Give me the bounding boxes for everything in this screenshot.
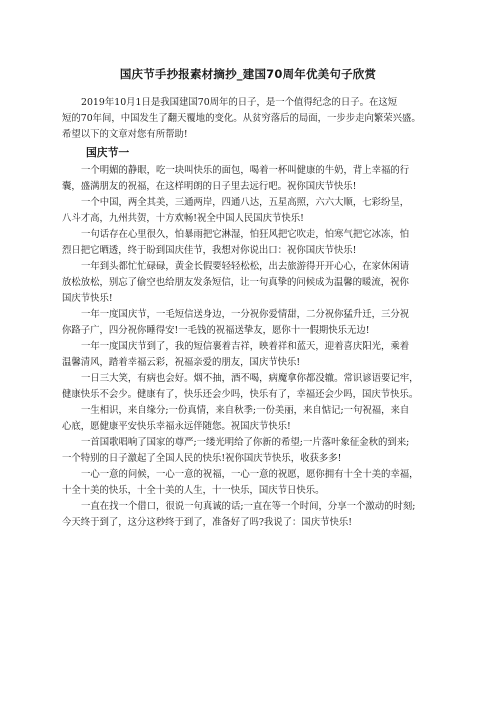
text-line: 国庆节快乐! xyxy=(62,293,113,304)
paragraph xyxy=(62,227,434,259)
intro-paragraph xyxy=(62,95,434,143)
text-line: 健康快乐不会少。健康有了，快乐还会少吗，快乐有了，幸福还会少吗，国庆节快乐。 xyxy=(62,389,419,400)
text-line: 今天终于到了，这分这秒终于到了，准备好了吗?我说了：国庆节快乐! xyxy=(62,517,353,528)
text-line: 一年一度国庆节，一毛短信送身边，一分祝你爱情甜，二分祝你猛升迁，三分祝 xyxy=(81,309,410,320)
paragraph xyxy=(62,163,434,195)
paragraph xyxy=(62,195,434,227)
paragraph xyxy=(62,259,434,307)
text-line: 烈日把它晒透，终于盼到国庆佳节，我想对你说出口：祝你国庆节快乐! xyxy=(62,245,357,256)
document-body xyxy=(62,95,434,531)
text-line: 2019年10月1日是我国建国70周年的日子，是一个值得纪念的日子。在这短 xyxy=(81,97,398,108)
paragraph xyxy=(62,467,434,499)
paragraph xyxy=(62,435,434,467)
text-line: 希望以下的文章对您有所帮助! xyxy=(62,129,188,140)
text-line: 心底，愿健康平安快乐幸福永远伴随您。祝国庆节快乐! xyxy=(62,421,291,432)
text-line: 一心一意的问候，一心一意的祝福，一心一意的祝愿，愿你拥有十全十美的幸福， xyxy=(81,469,419,480)
paragraph xyxy=(62,339,434,371)
text-line: 一个中国，两全其美，三通两岸，四通八达，五星高照，六六大顺，七彩纷呈， xyxy=(81,197,410,208)
text-line: 一个明媚的静眼，吃一块叫快乐的面包，喝着一杯叫健康的牛奶，背上幸福的行 xyxy=(81,165,410,176)
text-line: 一日三大笑，有病也会好。烟不抽，酒不喝，病魔拿你都没辙。常识谚语要记牢， xyxy=(81,373,419,384)
text-line: 你路子广，四分祝你睡得安!一毛钱的祝福送挚友，愿你十一假期快乐无边! xyxy=(62,325,370,336)
text-line: 一直在找一个借口，很说一句真诚的话;一直在等一个时间，分享一个激动的时刻; xyxy=(81,501,416,512)
text-line: 一个特别的日子激起了全国人民的快乐!祝你国庆节快乐，收获多多! xyxy=(62,453,342,464)
text-line: 温馨清风，踏着幸福云彩，祝福亲爱的朋友，国庆节快乐! xyxy=(62,357,301,368)
text-line: 囊，盛满朋友的祝福，在这样明朗的日子里去远行吧。祝你国庆节快乐! xyxy=(62,181,357,192)
text-line: 八斗才高，九州共贺，十方欢畅!祝全中国人民国庆节快乐! xyxy=(62,213,304,224)
text-line: 一年到头都忙忙碌碌，黄金长假要轻轻松松，出去旅游得开开心心，在家休闲请 xyxy=(81,261,410,272)
document-title: 国庆节手抄报素材摘抄_建国70周年优美句子欣赏 xyxy=(119,67,377,81)
paragraph xyxy=(62,371,434,403)
text-line: 一句话存在心里很久，怕暴雨把它淋湿，怕狂风把它吹走，怕寒气把它冰冻，怕 xyxy=(81,229,410,240)
text-line: 一年一度国庆节到了，我的短信裹着吉祥，映着祥和蓝天，迎着喜庆阳光，乘着 xyxy=(81,341,410,352)
section-heading: 国庆节一 xyxy=(86,146,130,159)
text-line: 一首国歌唱响了国家的尊严;一缕光明给了你新的希望;一片落叶象征金秋的到来; xyxy=(81,437,410,448)
text-line: 十全十美的快乐，十全十美的人生，十一快乐，国庆节日快乐。 xyxy=(62,485,325,496)
text-line: 放松放松，别忘了偷空也给朋友发条短信，让一句真挚的问候成为温馨的暖流，祝你 xyxy=(62,277,409,288)
text-line: 短的70年间，中国发生了翻天覆地的变化。从贫穷落后的局面，一步步走向繁荣兴盛。 xyxy=(62,113,421,124)
text-line: 一生相识，来自缘分;一份真情，来自秋季;一份美丽，来自惦记;一句祝福，来自 xyxy=(81,405,410,416)
paragraph xyxy=(62,307,434,339)
paragraph xyxy=(62,403,434,435)
paragraph xyxy=(62,499,434,531)
